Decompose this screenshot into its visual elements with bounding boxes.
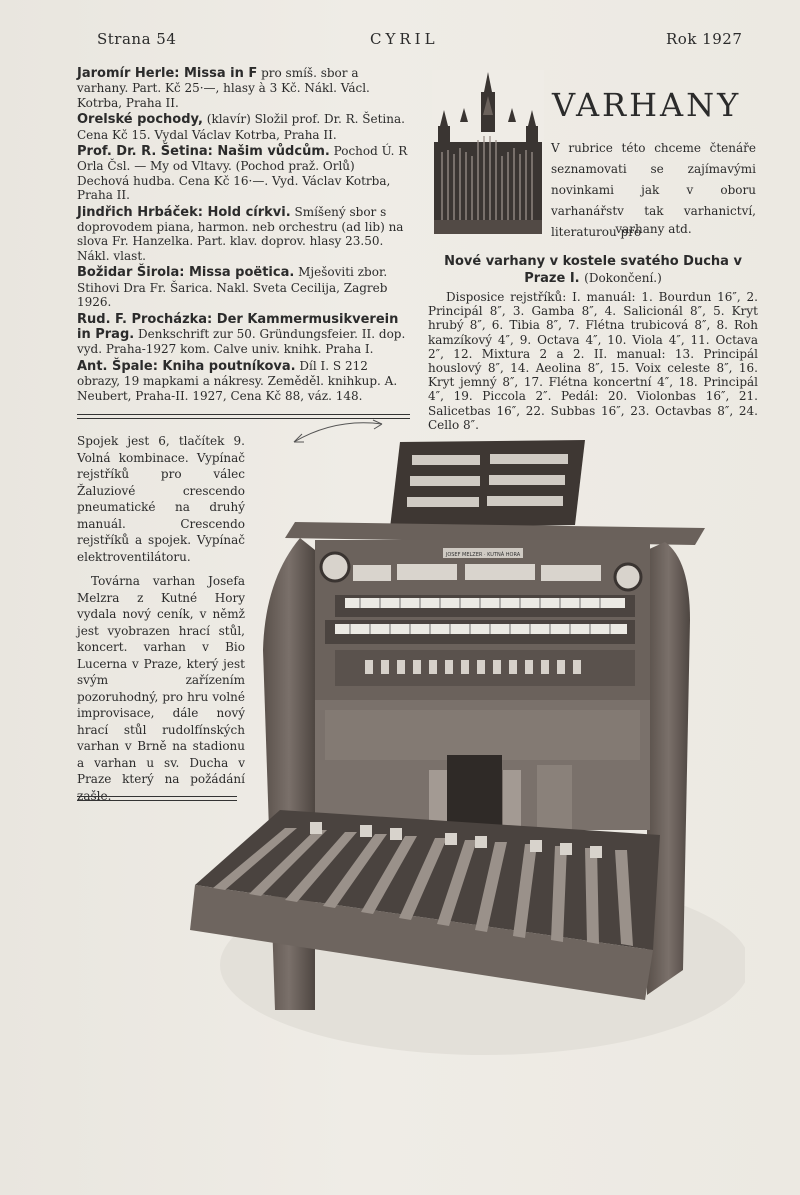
- organ-console-illustration: [185, 410, 745, 1060]
- entry-author: Jaromír Herle: Missa in F: [77, 66, 258, 81]
- entry-author: Jindřich Hrbáček: Hold církvi.: [77, 204, 291, 220]
- bibliography-entry: [77, 359, 410, 403]
- section-intro-end: varhany atd.: [615, 222, 692, 236]
- article-title-text: Nové varhany v kostele svatého Ducha v Praze I.: [444, 254, 742, 286]
- entry-text: Denkschrift zur 50. Gründungsfeier. II. dop. vyd. Praha-1927 kom. Calve univ. knihk. Praha I.: [77, 326, 406, 357]
- entry-text: Mješoviti zbor. Stihovi Dra Fr. Šarica. Nakl. Sveta Cecilija, Zagreb 1926.: [77, 265, 388, 310]
- page-number: Strana 54: [97, 30, 177, 48]
- entry-text: (klavír) Složil prof. Dr. R. Šetina. Cena Kč 15. Vydal Václav Kotrba, Praha II.: [77, 112, 405, 142]
- bibliography-entry: [77, 312, 410, 357]
- bibliography-entry: [77, 205, 410, 264]
- entry-text: pro smíš. sbor a varhany. Part. Kč 25·—, hlasy à 3 Kč. Nákl. Václ. Kotrba, Praha II.: [77, 66, 370, 110]
- article-continued: (Dokončení.): [584, 271, 662, 285]
- bibliography-entry: [77, 66, 410, 110]
- entry-author: Orelské pochody,: [77, 112, 203, 128]
- bibliography-entry: [77, 265, 410, 309]
- console-maker-label: JOSEF MELZER · KUTNÁ HORA: [445, 552, 521, 558]
- year: Rok 1927: [666, 30, 743, 48]
- entry-author: Ant. Špale: Kniha poutníkova.: [77, 358, 296, 374]
- bibliography-list: [77, 66, 410, 405]
- bibliography-entry: [77, 144, 410, 203]
- journal-title: CYRIL: [370, 30, 439, 48]
- bibliography-entry: [77, 112, 410, 142]
- section-intro: V rubrice této chceme čtenáře seznamovati se zajímavými novinkami jak v oboru varhanářstv tak varhanictví, literaturou pro: [551, 141, 756, 239]
- entry-author: Prof. Dr. R. Šetina: Našim vůdcům.: [77, 144, 330, 160]
- entry-author: Božidar Širola: Missa poëtica.: [77, 265, 295, 281]
- entry-text: Smíšený sbor s doprovodem piana, harmon. neb orchestru (ad lib) na slova Fr. Hanzelka. Part. klav. doprov. hlasy 23.50. Nákl. vlast.: [77, 204, 404, 263]
- article-title: [428, 253, 758, 287]
- side-paragraph: Továrna varhan Josefa Melzra z Kutné Hory vydala nový ceník, v němž jest vyobrazen hrací stůl, koncert. varhan v Bio Lucerna v Praze, který jest svým zařízením pozoruhodný, pro hru volné improvisace, dále nový hrací stůl rudolfínských varhan v Brně na stadionu a varhan u sv. Ducha v Praze který na požádání zašle.: [77, 574, 245, 803]
- register-disposition: Disposice rejstříků: I. manuál: 1. Bourdun 16″, 2. Principál 8″, 3. Gamba 8″, 4. Salicionál 8″, 5. Kryt hrubý 8″, 6. Tibia 8″, 7. Flétna trubicová 8″, 8. Roh kamzíkový 4″, 9. Octava 4″, 10. Viola 4″, 11. Octava 2″, 12. Mixtura 2 a 2. II. manual: 13. Principál houslový 8″, 14. Aeolina 8″, 15. Voix celeste 8″, 16. Kryt jemný 8″, 17. Flétna koncertní 4″, 18. Principál 4″, 19. Piccola 2″. Pedál: 20. Violonbas 16″, 21. Salicetbas 16″, 22. Subbas 16″, 23. Octavbas 8″, 24. Cello 8″.: [428, 290, 758, 432]
- entry-author: Rud. F. Procházka: Der Kammermusikverein in Prag.: [77, 311, 399, 342]
- entry-text: Pochod Ú. R Orla Čsl. — My od Vltavy. (Pochod praž. Orlů) Dechová hudba. Cena Kč 16·—. Vyd. Václav Kotrba, Praha II.: [77, 144, 408, 203]
- organ-pipes-illustration: [432, 70, 544, 236]
- section-title: VARHANY: [552, 86, 742, 124]
- entry-text: Díl I. S 212 obrazy, 19 mapkami a nákresy. Zeměděl. knihkup. A. Neubert, Praha-II. 1927, Cena Kč 88, váz. 148.: [77, 358, 398, 403]
- side-paragraph: Spojek jest 6, tlačítek 9. Volná kombinace. Vypínač rejstříků pro válec Žaluziové crescendo pneumatické na druhý manuál. Crescendo rejstříků a spojek. Vypínač elektroventilátoru.: [77, 434, 245, 564]
